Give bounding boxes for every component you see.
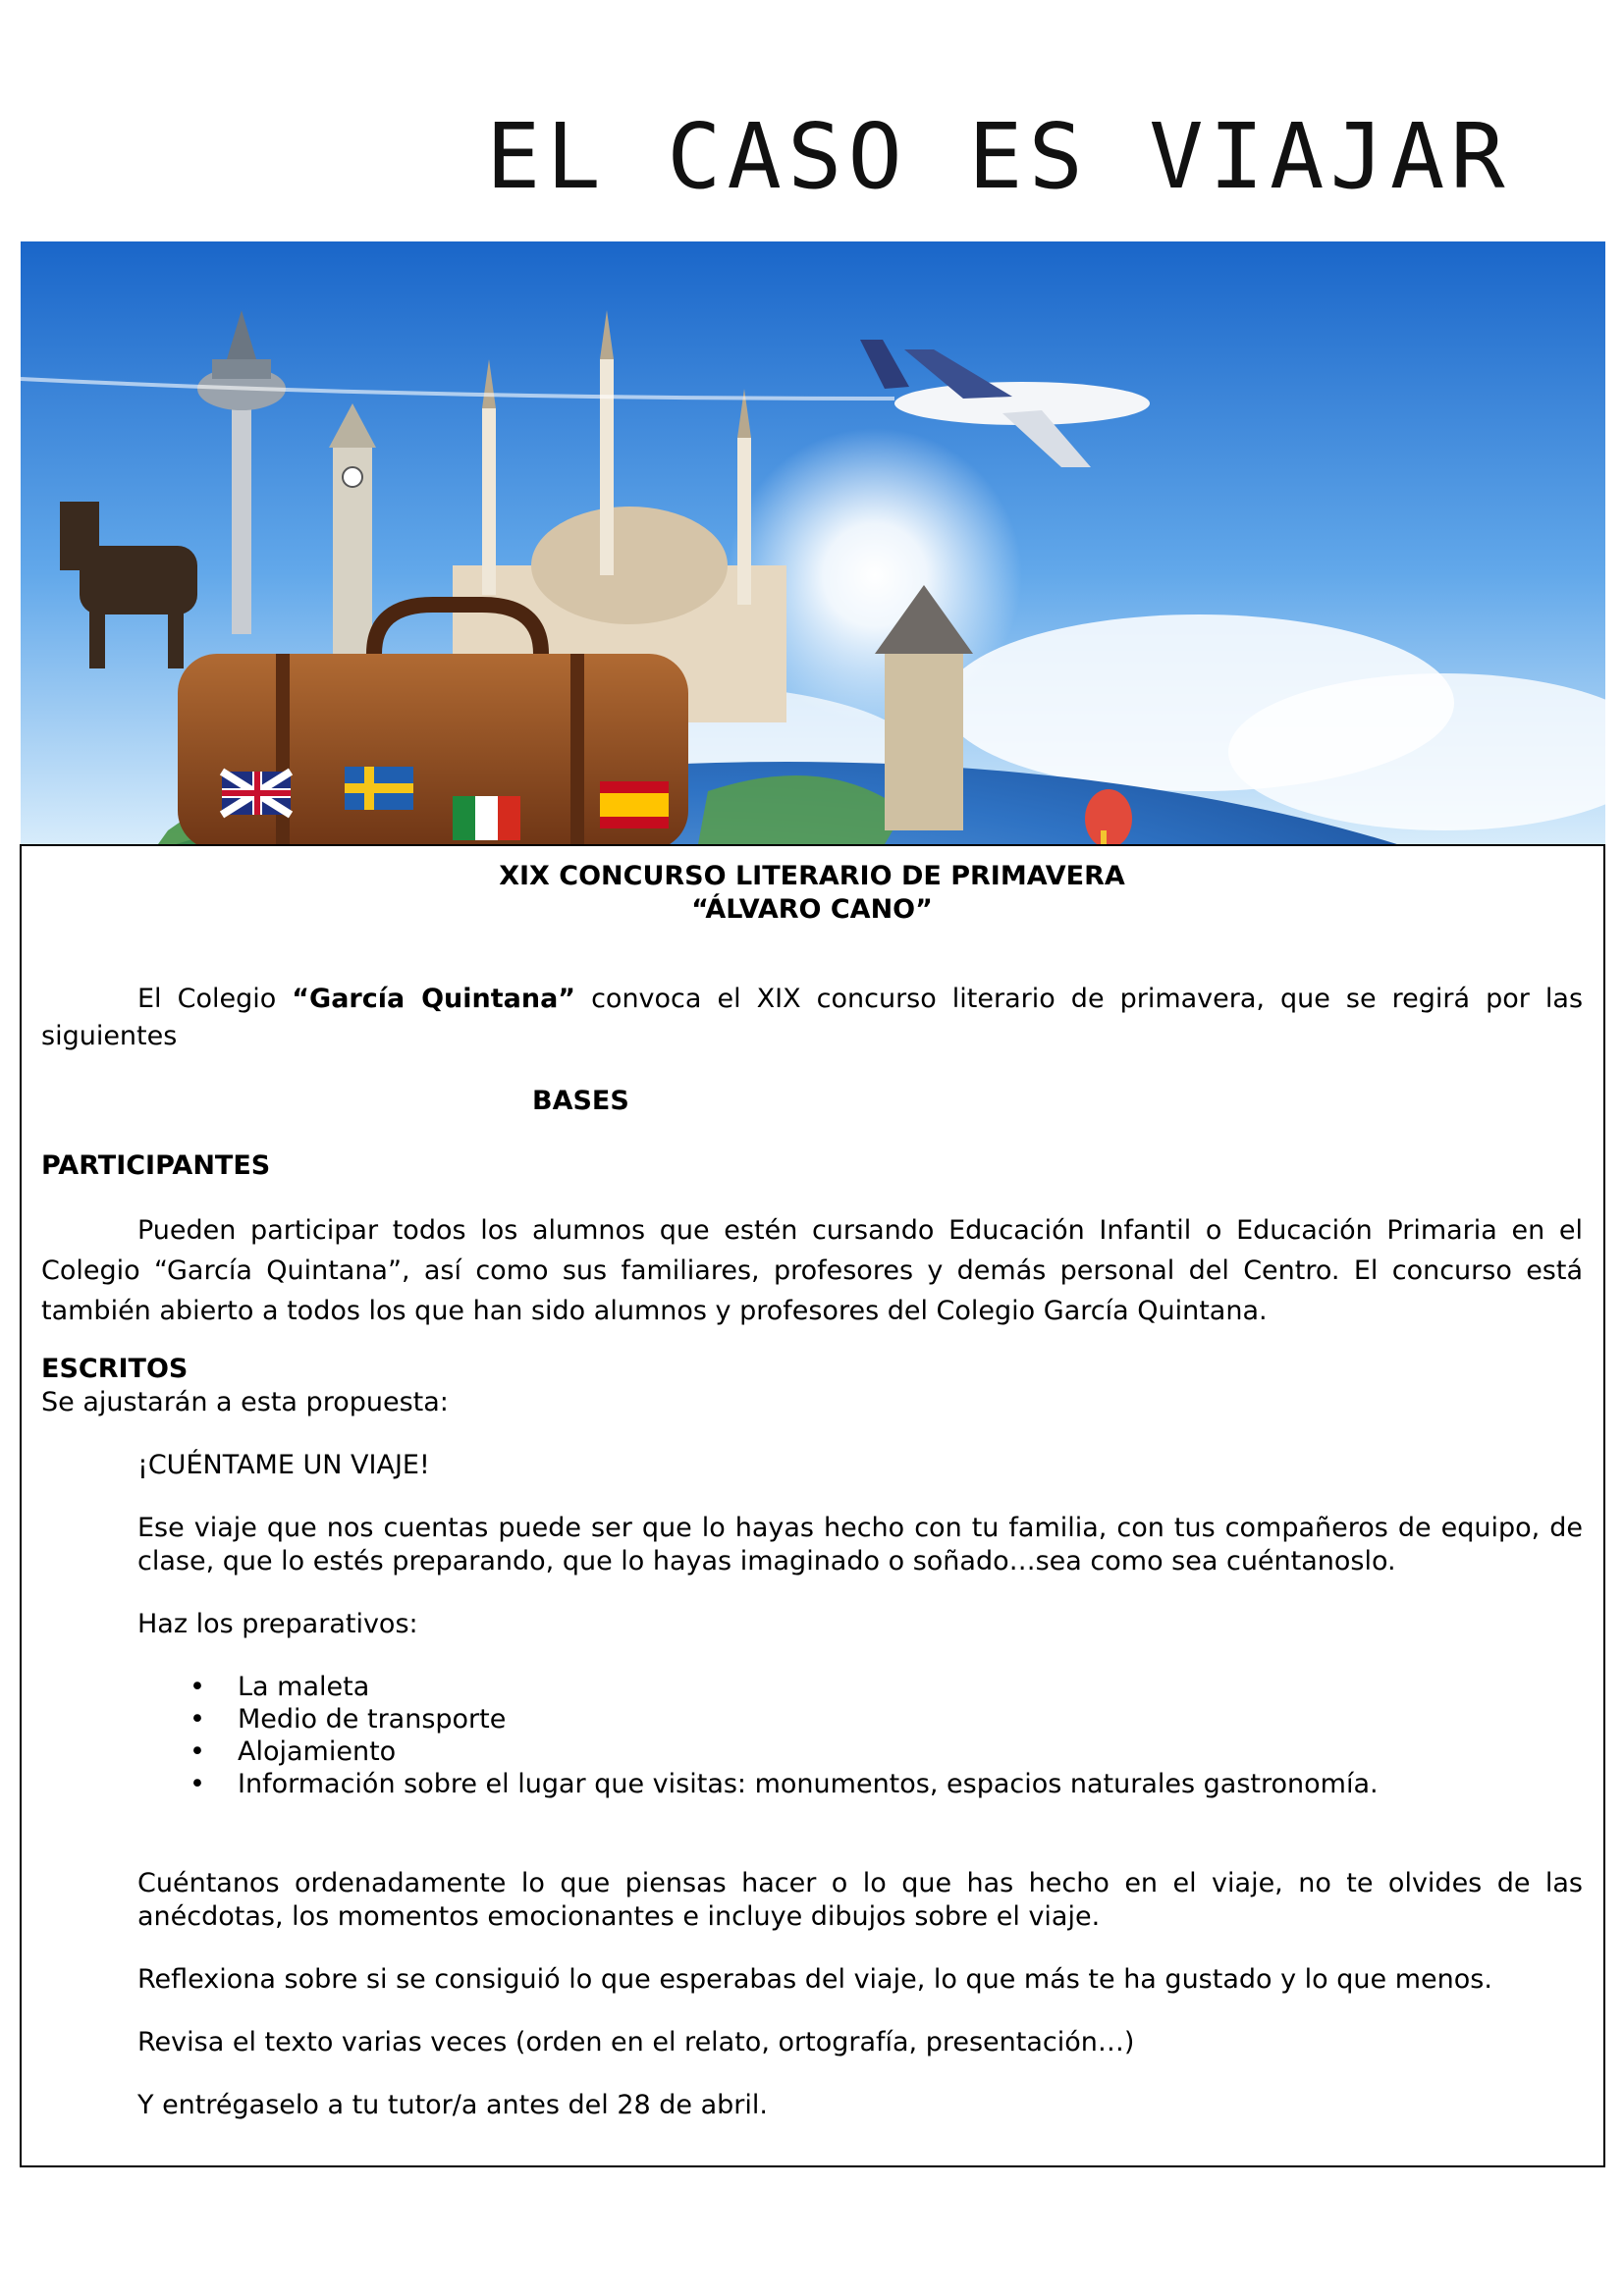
italy-flag-icon (453, 796, 520, 840)
intro-paragraph (41, 981, 1583, 1055)
proposal-paragraph-4: Revisa el texto varias veces (orden en el relato, ortografía, presentación…) (137, 2027, 1135, 2057)
bullet-icon: • (189, 1769, 205, 1799)
sweden-flag-icon (345, 767, 413, 810)
intro-text-end: convoca el XIX concurso literario de primavera, que se regirá por las siguientes (41, 984, 1584, 1051)
travel-banner-image (21, 241, 1605, 844)
bullet-icon: • (189, 1736, 205, 1767)
contest-subtitle: “ÁLVARO CANO” (691, 894, 933, 925)
proposal-title: ¡CUÉNTAME UN VIAJE! (137, 1450, 430, 1480)
writings-subtitle: Se ajustarán a esta propuesta: (41, 1387, 449, 1417)
list-item: • La maleta (189, 1672, 370, 1702)
uk-flag-icon (222, 772, 291, 815)
page-title: EL CASO ES VIAJAR (486, 104, 1511, 209)
list-item: • Medio de transporte (189, 1704, 507, 1735)
deadline-paragraph: Y entrégaselo a tu tutor/a antes del 28 de abril. (137, 2090, 768, 2120)
participants-heading: PARTICIPANTES (41, 1150, 271, 1181)
intro-text: El Colegio (137, 984, 293, 1014)
proposal-paragraph-2: Cuéntanos ordenadamente lo que piensas hacer o lo que has hecho en el viaje, no te olvides de las anécdotas, los momentos emocionantes e incluye dibujos sobre el viaje. (137, 1868, 1583, 1932)
proposal-paragraph-3: Reflexiona sobre si se consiguió lo que esperabas del viaje, lo que más te ha gustado y lo que menos. (137, 1964, 1492, 1995)
school-name: “García Quintana” (292, 984, 576, 1014)
list-item: • Información sobre el lugar que visitas: monumentos, espacios naturales gastronomía. (189, 1769, 1379, 1799)
bullet-icon: • (189, 1672, 205, 1702)
participants-text: Pueden participar todos los alumnos que estén cursando Educación Infantil o Educación Primaria en el Colegio “García Quintana”, así como sus familiares, profesores y demás personal del Centro. El concurso está también abierto a todos los que han sido alumnos y profesores del Colegio García Quintana. (41, 1215, 1583, 1326)
preparations-list (41, 1671, 1583, 1800)
writings-heading: ESCRITOS (41, 1354, 189, 1384)
list-item: • Alojamiento (189, 1736, 397, 1767)
bullet-icon: • (189, 1704, 205, 1735)
bases-heading: BASES (532, 1086, 629, 1116)
banner-illustration (21, 241, 1605, 844)
preparations-label: Haz los preparativos: (137, 1609, 418, 1639)
proposal-paragraph-1: Ese viaje que nos cuentas puede ser que lo hayas hecho con tu familia, con tus compañeros de equipo, de clase, que lo estés preparando, que lo hayas imaginado o soñado…sea como sea cuéntanoslo. (137, 1513, 1583, 1576)
contest-rules (41, 846, 1583, 2122)
contest-title: XIX CONCURSO LITERARIO DE PRIMAVERA (499, 861, 1125, 891)
spain-flag-icon (600, 781, 669, 828)
clock-tower-icon (329, 403, 376, 654)
